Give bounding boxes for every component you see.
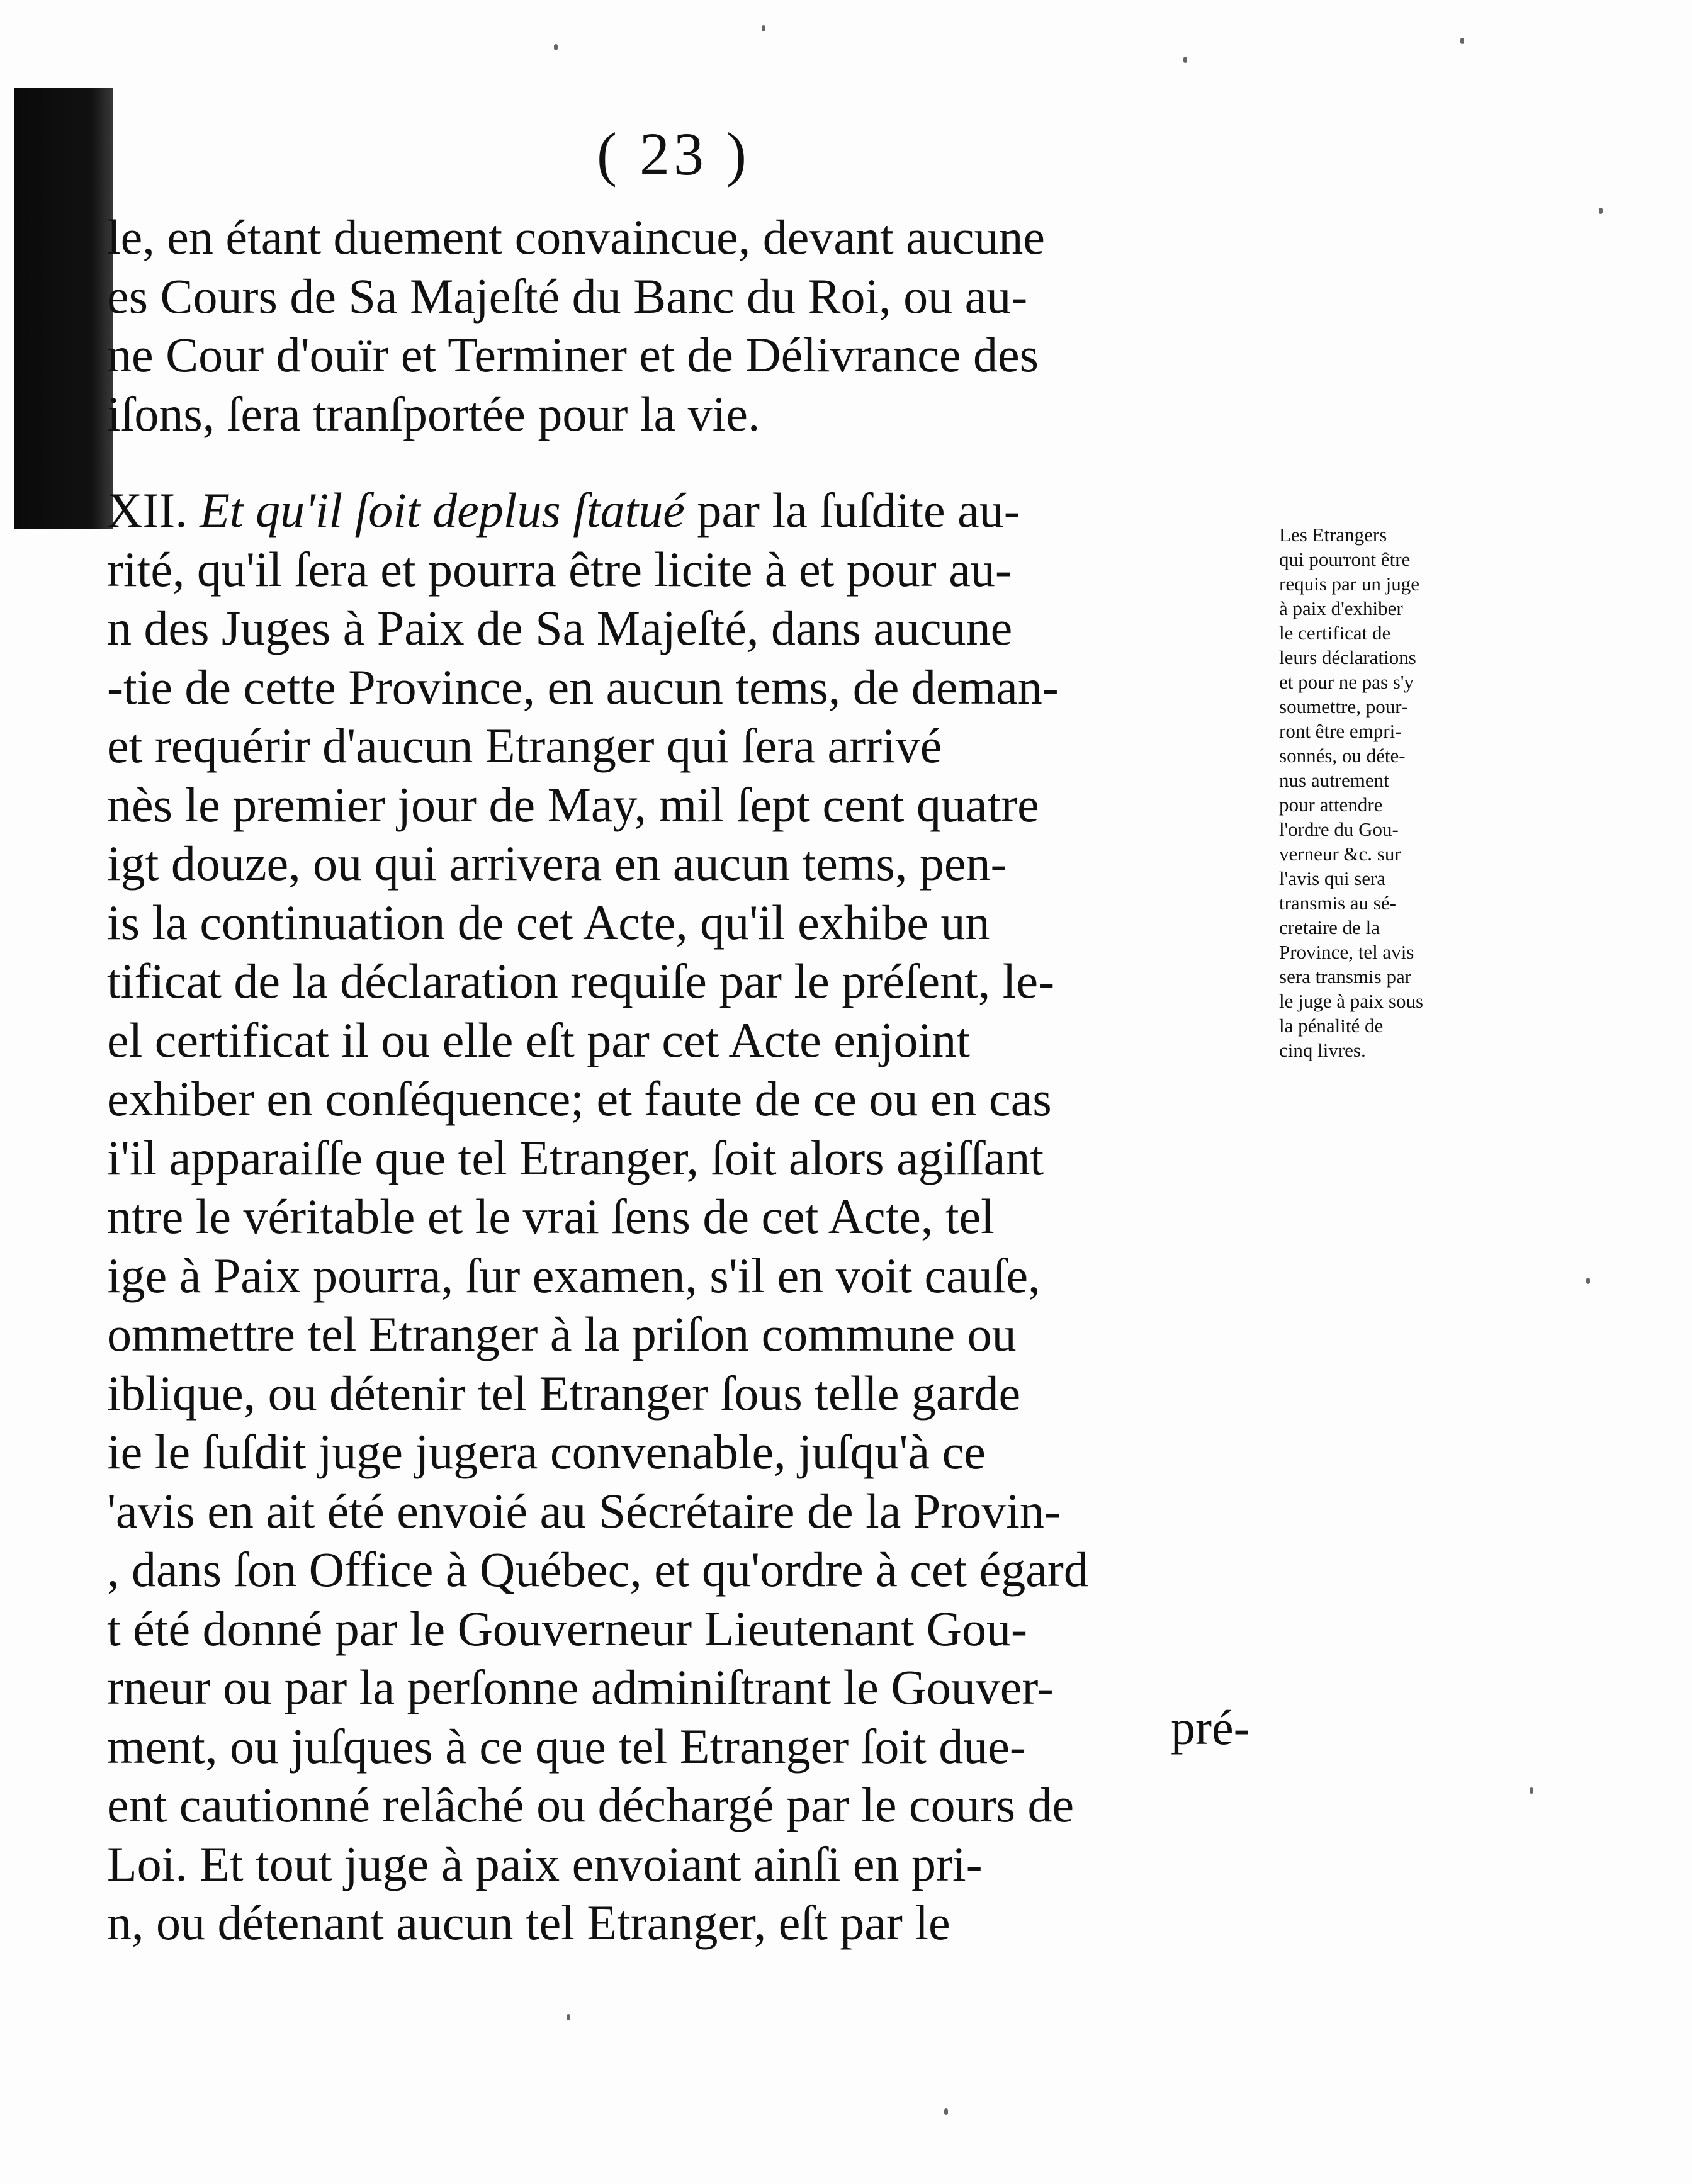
text-line: is la continuation de cet Acte, qu'il exhibe un bbox=[107, 894, 990, 950]
text-line: ie le ſuſdit juge jugera convenable, juſqu'à ce bbox=[107, 1424, 986, 1479]
main-text bbox=[107, 208, 1272, 1952]
text-line: n, ou détenant aucun tel Etranger, eſt par le bbox=[107, 1895, 950, 1950]
binding-shadow bbox=[14, 88, 113, 529]
text-line: , dans ſon Office à Québec, et qu'ordre à cet égard bbox=[107, 1542, 1088, 1597]
margin-note-line: sera transmis par bbox=[1279, 965, 1412, 988]
margin-note-line: Province, tel avis bbox=[1279, 941, 1414, 963]
margin-note-line: la pénalité de bbox=[1279, 1015, 1384, 1037]
paragraph-gap bbox=[107, 443, 1272, 481]
text-line: 'avis en ait été envoié au Sécrétaire de la Provin- bbox=[107, 1483, 1061, 1538]
text-line: igt douze, ou qui arrivera en aucun tems, pen- bbox=[107, 836, 1007, 891]
text-line: i'il apparaiſſe que tel Etranger, ſoit alors agiſſant bbox=[107, 1130, 1044, 1185]
margin-note-line: ront être empri- bbox=[1279, 720, 1402, 742]
catchword: pré- bbox=[1171, 1700, 1250, 1755]
margin-note-line: et pour ne pas s'y bbox=[1279, 671, 1414, 693]
text-line: rneur ou par la perſonne adminiſtrant le Gouver- bbox=[107, 1660, 1054, 1714]
scan-speck bbox=[1460, 38, 1464, 44]
margin-note-line: le juge à paix sous bbox=[1279, 990, 1424, 1012]
text-line: ntre le véritable et le vrai ſens de cet Acte, tel bbox=[107, 1189, 995, 1244]
text-line: -tie de cette Province, en aucun tems, de deman- bbox=[107, 659, 1059, 714]
scan-speck bbox=[554, 44, 558, 50]
text-line: n des Juges à Paix de Sa Majeſté, dans aucune bbox=[107, 600, 1013, 655]
text-line: ommettre tel Etranger à la priſon commune ou bbox=[107, 1307, 1017, 1361]
margin-note-line: qui pourront être bbox=[1279, 548, 1411, 570]
margin-note-line: cinq livres. bbox=[1279, 1039, 1366, 1061]
margin-note-line: nus autrement bbox=[1279, 769, 1389, 791]
text-line: iſons, ſera tranſportée pour la vie. bbox=[107, 386, 760, 441]
text-line: exhiber en conſéquence; et faute de ce ou en cas bbox=[107, 1071, 1052, 1126]
scan-speck bbox=[1183, 57, 1187, 63]
text-line: et requérir d'aucun Etranger qui ſera arrivé bbox=[107, 718, 942, 773]
text-line: nès le premier jour de May, mil ſept cent quatre bbox=[107, 777, 1039, 832]
margin-note-line: pour attendre bbox=[1279, 794, 1383, 816]
margin-note-line: verneur &c. sur bbox=[1279, 843, 1401, 865]
margin-note-line: Les Etrangers bbox=[1279, 524, 1387, 546]
page-number: ( 23 ) bbox=[597, 120, 750, 188]
margin-note-line: cretaire de la bbox=[1279, 916, 1380, 938]
section-label: XII. bbox=[107, 483, 188, 538]
scan-speck bbox=[762, 25, 765, 31]
scan-speck bbox=[1586, 1278, 1590, 1284]
margin-note-line: sonnés, ou déte- bbox=[1279, 745, 1406, 767]
text-line: Loi. Et tout juge à paix envoiant ainſi en pri- bbox=[107, 1836, 983, 1891]
text-line: tificat de la déclaration requiſe par le préſent, le- bbox=[107, 954, 1055, 1008]
text-line: iblique, ou détenir tel Etranger ſous telle garde bbox=[107, 1365, 1021, 1421]
margin-note-line: requis par un juge bbox=[1279, 573, 1419, 595]
text-line: el certificat il ou elle eſt par cet Acte enjoint bbox=[107, 1012, 970, 1067]
text-line: t été donné par le Gouverneur Lieutenant Gou- bbox=[107, 1601, 1027, 1656]
scan-speck bbox=[1530, 1787, 1533, 1794]
margin-note bbox=[1279, 522, 1480, 1062]
section-heading-line bbox=[107, 481, 1272, 540]
text-line: ment, ou juſques à ce que tel Etranger ſoit due- bbox=[107, 1718, 1026, 1774]
text-line: ent cautionné relâché ou déchargé par le cours de bbox=[107, 1777, 1074, 1832]
scan-speck bbox=[944, 2108, 948, 2115]
text-line: ne Cour d'ouïr et Terminer et de Délivrance des bbox=[107, 327, 1039, 382]
margin-note-line: l'avis qui sera bbox=[1279, 867, 1386, 889]
margin-note-line: soumettre, pour- bbox=[1279, 695, 1408, 718]
text-line: ige à Paix pourra, ſur examen, s'il en voit cauſe, bbox=[107, 1247, 1041, 1303]
text-line: le, en étant duement convaincue, devant aucune bbox=[107, 210, 1045, 264]
scan-speck bbox=[1599, 208, 1603, 214]
margin-note-line: à paix d'exhiber bbox=[1279, 597, 1403, 619]
text-line: es Cours de Sa Majeſté du Banc du Roi, ou au- bbox=[107, 268, 1028, 324]
margin-note-line: le certificat de bbox=[1279, 622, 1391, 644]
text-line: rité, qu'il ſera et pourra être licite à et pour au- bbox=[107, 541, 1012, 597]
margin-note-line: l'ordre du Gou- bbox=[1279, 818, 1399, 840]
margin-note-line: transmis au sé- bbox=[1279, 892, 1396, 914]
margin-note-line: leurs déclarations bbox=[1279, 646, 1416, 668]
enacting-clause: Et qu'il ſoit deplus ſtatué bbox=[200, 483, 685, 538]
heading-rest: par la ſuſdite au- bbox=[697, 483, 1020, 538]
scan-speck bbox=[567, 2014, 570, 2020]
